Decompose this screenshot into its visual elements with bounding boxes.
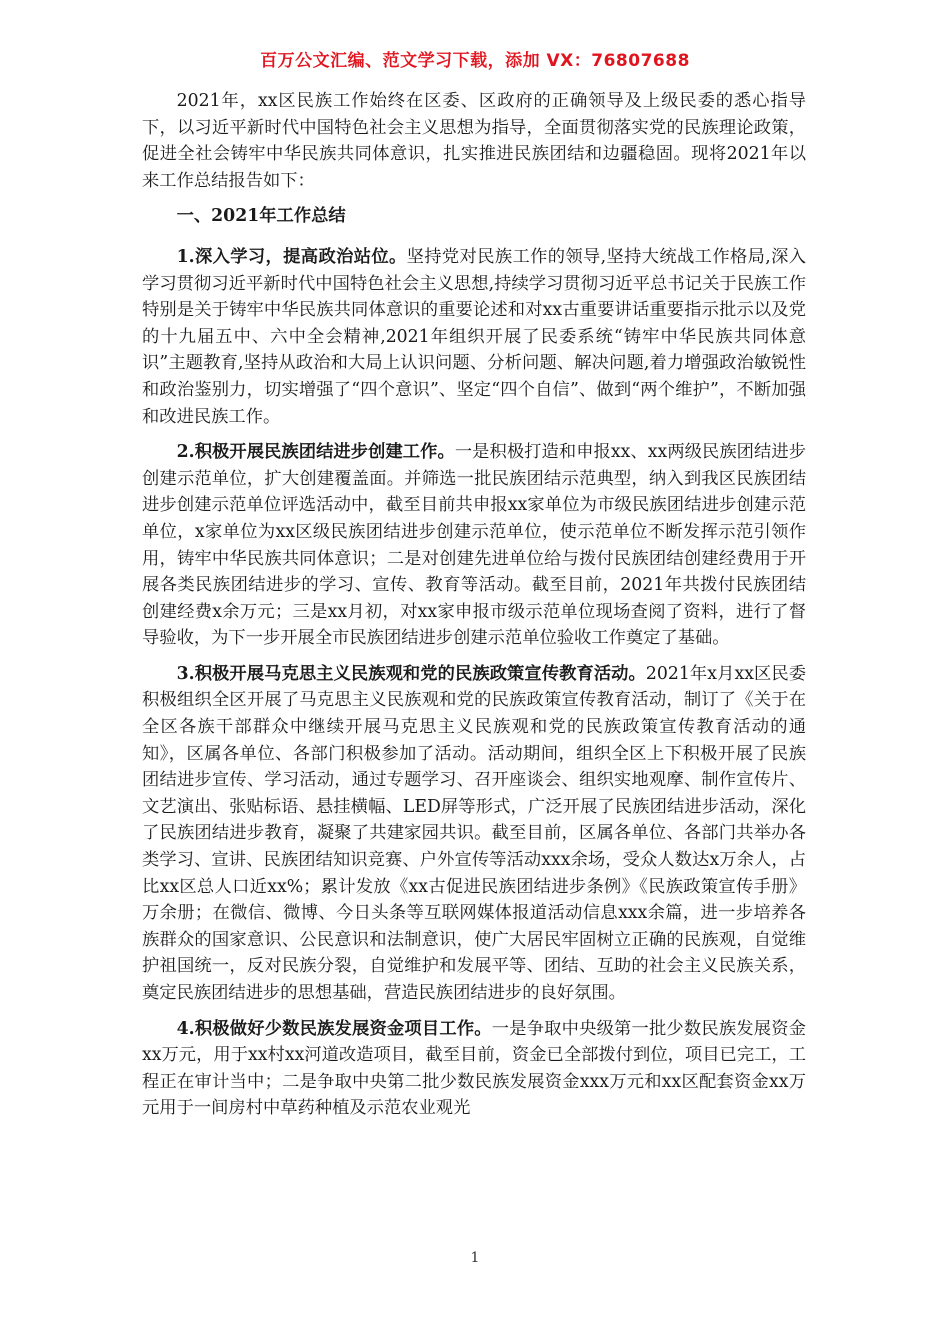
paragraph-item-4 [142,1016,806,1122]
intro-paragraph: 2021年，xx区民族工作始终在区委、区政府的正确领导及上级民委的悉心指导下，以习近平新时代中国特色社会主义思想为指导，全面贯彻落实党的民族理论政策，促进全社会铸牢中华民族共同体意识，扎实推进民族团结和边疆稳固。现将2021年以来工作总结报告如下： [142,91,806,191]
section-heading: 一、2021年工作总结 [176,206,346,227]
document-body [142,88,806,1131]
paragraph-text: 坚持党对民族工作的领导,坚持大统战工作格局,深入学习贯彻习近平新时代中国特色社会主义思想,持续学习贯彻习近平总书记关于民族工作特别是关于铸牢中华民族共同体意识的重要论述和对xx古重要讲话重要指示批示以及党的十九届五中、六中全会精神,2021年组织开展了民委系统“铸牢中华民族共同体意识”主题教育,坚持从政治和大局上认识问题、分析问题、解决问题,着力增强政治敏锐性和政治鉴别力，切实增强了“四个意识”、坚定“四个自信”、做到“两个维护”，不断加强和改进民族工作。 [142,246,806,427]
paragraph-lead: 4.积极做好少数民族发展资金项目工作。 [176,1018,492,1039]
paragraph-item-1 [142,244,806,430]
paragraph-item-3 [142,661,806,1007]
paragraph-lead: 3.积极开展马克思主义民族观和党的民族政策宣传教育活动。 [176,663,646,684]
paragraph-item-2 [142,439,806,652]
paragraph-text: 一是争取中央级第一批少数民族发展资金xx万元，用于xx村xx河道改造项目，截至目前，资金已全部拨付到位，项目已完工，工程正在审计当中；二是争取中央第二批少数民族发展资金xxx万元和xx区配套资金xx万元用于一间房村中草药种植及示范农业观光 [142,1018,806,1119]
page-number: 1 [470,1250,480,1266]
paragraph-lead: 2.积极开展民族团结进步创建工作。 [176,442,455,463]
paragraph-text: 2021年x月xx区民委积极组织全区开展了马克思主义民族观和党的民族政策宣传教育活动，制订了《关于在全区各族干部群众中继续开展马克思主义民族观和党的民族政策宣传教育活动的通知》，区属各单位、各部门积极参加了活动。活动期间，组织全区上下积极开展了民族团结进步宣传、学习活动，通过专题学习、召开座谈会、组织实地观摩、制作宣传片、文艺演出、张贴标语、悬挂横幅、LED屏等形式，广泛开展了民族团结进步活动，深化了民族团结进步教育，凝聚了共建家园共识。截至目前，区属各单位、各部门共举办各类学习、宣讲、民族团结知识竞赛、户外宣传等活动xxx余场，受众人数达x万余人，占比xx区总人口近xx%；累计发放《xx古促进民族团结进步条例》《民族政策宣传手册》万余册；在微信、微博、今日头条等互联网媒体报道活动信息xxx余篇，进一步培养各族群众的国家意识、公民意识和法制意识，使广大居民牢固树立正确的民族观，自觉维护祖国统一，反对民族分裂，自觉维护和发展平等、团结、互助的社会主义民族关系，奠定民族团结进步的思想基础，营造民族团结进步的良好氛围。 [142,663,806,1003]
paragraph-text: 一是积极打造和申报xx、xx两级民族团结进步创建示范单位，扩大创建覆盖面。并筛选一批民族团结示范典型，纳入到我区民族团结进步创建示范单位评选活动中，截至目前共申报xx家单位为市级民族团结进步创建示范单位，x家单位为xx区级民族团结进步创建示范单位，使示范单位不断发挥示范引领作用，铸牢中华民族共同体意识；二是对创建先进单位给与拨付民族团结创建经费用于开展各类民族团结进步的学习、宣传、教育等活动。截至目前，2021年共拨付民族团结创建经费x余万元；三是xx月初，对xx家申报市级示范单位现场查阅了资料，进行了督导验收，为下一步开展全市民族团结进步创建示范单位验收工作奠定了基础。 [142,442,806,649]
watermark-banner: 百万公文汇编、范文学习下载，添加 VX：76807688 [260,51,690,71]
paragraph-lead: 1.深入学习，提高政治站位。 [176,246,407,267]
